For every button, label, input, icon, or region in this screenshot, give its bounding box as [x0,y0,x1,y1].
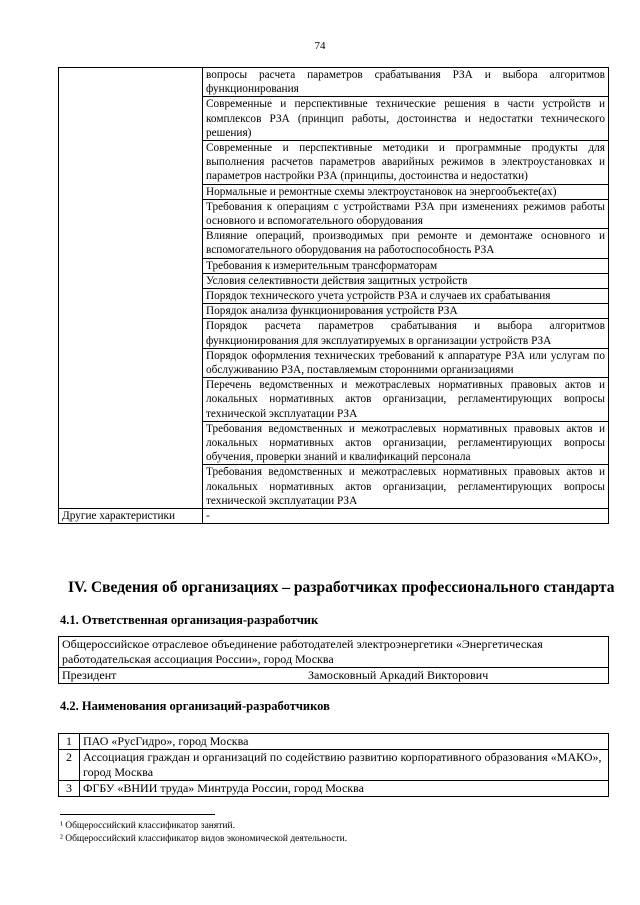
row-number: 3 [59,781,80,797]
table-cell: Порядок анализа функционирования устройств РЗА [203,304,609,319]
footnote-2: ² Общероссийский классификатор видов экономической деятельности. [60,833,348,844]
section-title: IV. Сведения об организациях – разработчиках профессионального стандарта [68,579,615,596]
table-label-cell-empty [59,68,203,509]
other-characteristics-value: - [203,509,609,524]
footnote-1: ¹ Общероссийский классификатор занятий. [60,821,235,831]
table-cell: Современные и перспективные методики и программные продукты для выполнения расчетов параметров аварийных режимов в электроустановках и параметров настройки РЗА (принципы, достоинства и недостатки) [203,141,609,185]
other-characteristics-label: Другие характеристики [59,509,203,524]
table-cell: Порядок оформления технических требований к аппаратуре РЗА или услугам по обслуживанию РЗА, поставляемым сторонними организациями [203,348,609,377]
table-row [59,509,609,524]
responsible-position: Президент [59,668,306,684]
table-cell: Влияние операций, производимых при ремонте и демонтаже основного и вспомогательного оборудования на работоспособность РЗА [203,229,609,258]
footnotes [60,820,347,845]
table-cell: Порядок технического учета устройств РЗА и случаев их срабатывания [203,289,609,304]
knowledge-requirements-table [58,67,609,524]
table-cell: вопросы расчета параметров срабатывания РЗА и выбора алгоритмов функционирования [203,68,609,97]
table-row [59,668,609,684]
responsible-org-name: Общероссийское отраслевое объединение работодателей электроэнергетики «Энергетическая работодательская ассоциация России», город Москва [59,637,609,668]
footnote-divider [60,814,215,815]
page-number: 74 [314,40,326,52]
developer-org-name: Ассоциация граждан и организаций по содействию развитию корпоративного образования «МАКО», город Москва [80,750,609,781]
table-cell: Перечень ведомственных и межотраслевых нормативных правовых актов и локальных нормативных актов организации, регламентирующих вопросы технической эксплуатации РЗА [203,378,609,422]
developer-orgs-heading: 4.2. Наименования организаций-разработчиков [60,699,330,713]
table-cell: Требования к измерительным трансформаторам [203,258,609,273]
table-row [59,734,609,750]
row-number: 2 [59,750,80,781]
developer-org-name: ПАО «РусГидро», город Москва [80,734,609,750]
table-cell: Требования ведомственных и межотраслевых нормативных правовых актов и локальных нормативных актов организации, регламентирующих вопросы обучения, проверки знаний и квалификаций персонала [203,421,609,465]
developer-org-name: ФГБУ «ВНИИ труда» Минтруда России, город Москва [80,781,609,797]
table-row [59,68,609,97]
table-cell: Условия селективности действия защитных устройств [203,273,609,288]
table-row [59,637,609,668]
table-row [59,750,609,781]
table-row [59,781,609,797]
table-cell: Порядок расчета параметров срабатывания и выбора алгоритмов функционирования для эксплуатируемых в организации устройств РЗА [203,319,609,348]
responsible-org-heading: 4.1. Ответственная организация-разработчик [60,613,319,627]
developer-orgs-table [58,733,609,797]
table-cell: Нормальные и ремонтные схемы электроустановок на энергообъекте(ах) [203,184,609,199]
responsible-person: Замосковный Аркадий Викторович [305,668,609,684]
table-cell: Требования ведомственных и межотраслевых нормативных правовых актов и локальных нормативных актов организации, регламентирующих вопросы технической эксплуатации РЗА [203,465,609,509]
row-number: 1 [59,734,80,750]
table-cell: Современные и перспективные технические решения в части устройств и комплексов РЗА (принцип работы, достоинства и недостатки технического решения) [203,97,609,141]
table-cell: Требования к операциям с устройствами РЗА при изменениях режимов работы основного и вспомогательного оборудования [203,199,609,228]
responsible-org-table [58,636,609,684]
